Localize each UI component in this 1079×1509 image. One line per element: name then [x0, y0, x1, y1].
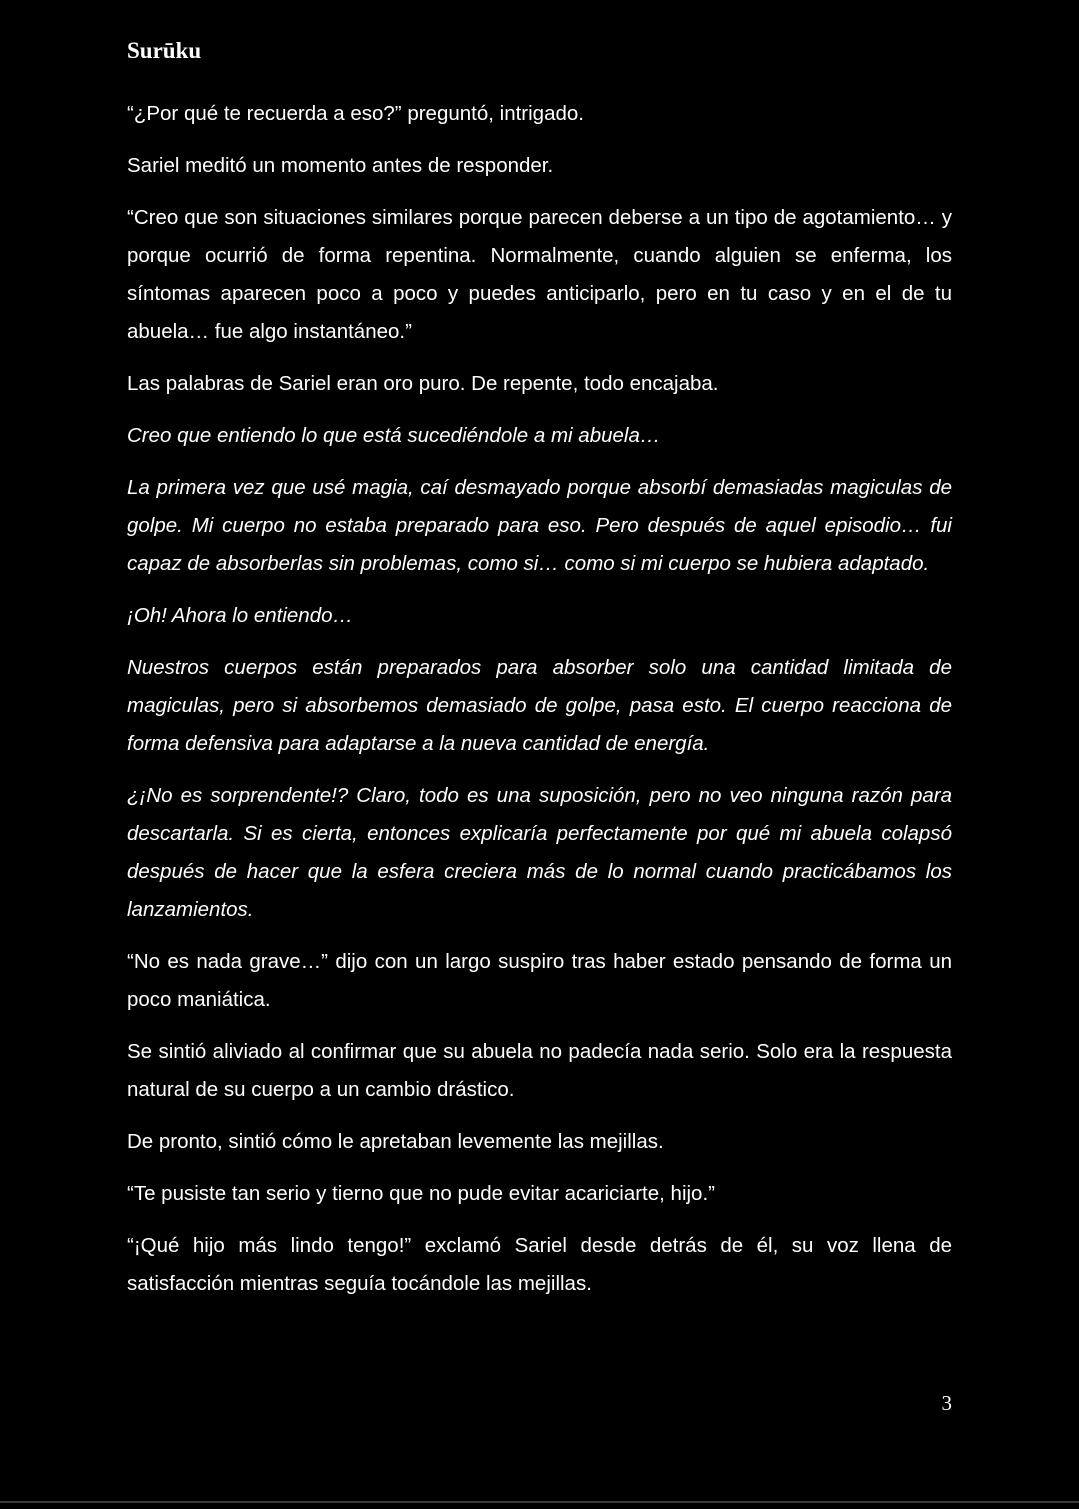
page-number: 3	[941, 1391, 952, 1415]
paragraph-relief: Se sintió aliviado al confirmar que su abuela no padecía nada serio. Solo era la respuesta natural de su cuerpo a un cambio drástico.	[127, 1040, 952, 1101]
page-bottom-edge	[0, 1501, 1079, 1503]
paragraph-thought-bodies: Nuestros cuerpos están preparados para absorber solo una cantidad limitada de magiculas, pero si absorbemos demasiado de golpe, pasa esto. El cuerpo reacciona de forma defensiva para adaptarse a la nueva cantidad de energía.	[127, 656, 952, 755]
paragraph-dialogue-question: “¿Por qué te recuerda a eso?” preguntó, intrigado.	[127, 102, 584, 125]
paragraph-cheeks: De pronto, sintió cómo le apretaban levemente las mejillas.	[127, 1130, 664, 1153]
paragraph-thought-realization: ¡Oh! Ahora lo entiendo…	[127, 604, 354, 627]
paragraph-thought-surprising: ¿¡No es sorprendente!? Claro, todo es una suposición, pero no veo ninguna razón para descartarla. Si es cierta, entonces explicaría perfectamente por qué mi abuela colapsó después de hacer que la esfera creciera más de lo normal cuando practicábamos los lanzamientos.	[127, 784, 952, 921]
paragraph-not-serious: “No es nada grave…” dijo con un largo suspiro tras haber estado pensando de forma un poco maniática.	[127, 950, 952, 1011]
body-text	[127, 95, 952, 1317]
paragraph-cute-son: “¡Qué hijo más lindo tengo!” exclamó Sariel desde detrás de él, su voz llena de satisfacción mientras seguía tocándole las mejillas.	[127, 1234, 952, 1295]
paragraph-sariel-explanation: “Creo que son situaciones similares porque parecen deberse a un tipo de agotamiento… y porque ocurrió de forma repentina. Normalmente, cuando alguien se enferma, los síntomas aparecen poco a poco y puedes anticiparlo, pero en tu caso y en el de tu abuela… fue algo instantáneo.”	[127, 206, 952, 343]
paragraph-tender: “Te pusiste tan serio y tierno que no pude evitar acariciarte, hijo.”	[127, 1182, 715, 1205]
running-header-title: Surūku	[127, 38, 202, 63]
paragraph-thought-understanding: Creo que entiendo lo que está sucediéndole a mi abuela…	[127, 424, 661, 447]
paragraph-thought-first-magic: La primera vez que usé magia, caí desmayado porque absorbí demasiadas magiculas de golpe. Mi cuerpo no estaba preparado para eso. Pero después de aquel episodio… fui capaz de absorberlas sin problemas, como si… como si mi cuerpo se hubiera adaptado.	[127, 476, 952, 575]
paragraph-everything-fits: Las palabras de Sariel eran oro puro. De repente, todo encajaba.	[127, 372, 719, 395]
paragraph-sariel-pause: Sariel meditó un momento antes de responder.	[127, 154, 554, 177]
